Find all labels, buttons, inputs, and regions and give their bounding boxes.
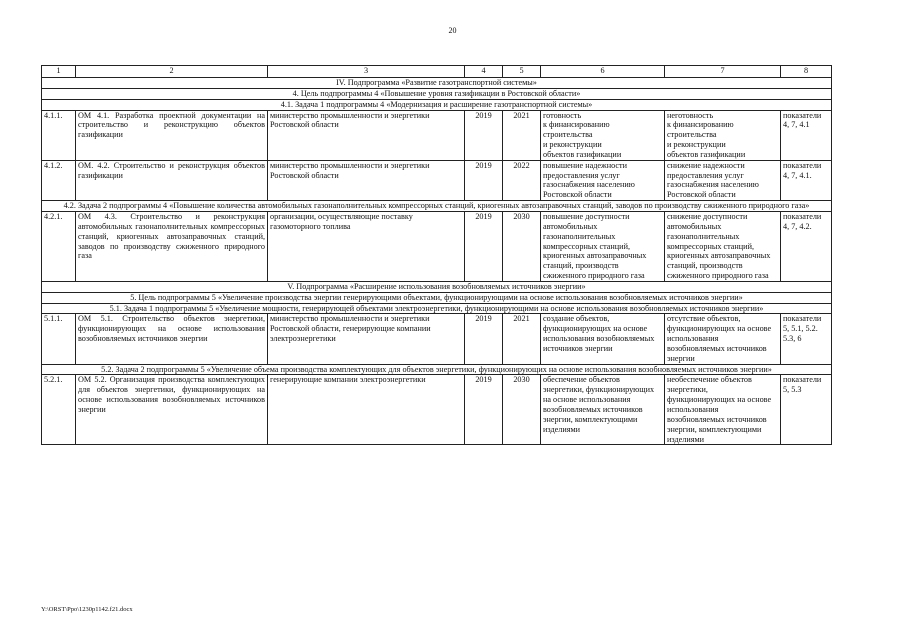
subprogram-goal: 4. Цель подпрограммы 4 «Повышение уровня газификации в Ростовской области»: [42, 88, 832, 99]
page-number: 20: [448, 26, 457, 35]
subprogram-task: 5.2. Задача 2 подпрограммы 5 «Увеличение объема производства комплектующих для объектов энергетики, функционирующих на основе использования возобновляемых источников энергии»: [42, 364, 832, 375]
start-year: 2019: [465, 375, 503, 445]
indicator-link: показатели 5, 5.1, 5.2. 5.3, 6: [781, 314, 832, 364]
column-number: 7: [665, 66, 781, 78]
table-row: [42, 314, 832, 364]
start-year: 2019: [465, 211, 503, 281]
end-year: 2021: [503, 314, 541, 364]
measure-executor: министерство промышленности и энергетики Ростовской области: [268, 160, 465, 200]
end-year: 2022: [503, 160, 541, 200]
row-number: 4.1.1.: [42, 110, 76, 160]
end-year: 2030: [503, 375, 541, 445]
row-number: 4.1.2.: [42, 160, 76, 200]
row-number: 4.2.1.: [42, 211, 76, 281]
subprogram-task: 4.2. Задача 2 подпрограммы 4 «Повышение количества автомобильных газонаполнительных компрессорных станций, криогенных автозаправочных станций, заводов по производству сжиженного природного газа»: [42, 201, 832, 212]
expected-result: готовность к финансированию строительства и реконструкции объектов газификации: [541, 110, 665, 160]
measure-executor: министерство промышленности и энергетики Ростовской области, генерирующие компании электроэнергетики: [268, 314, 465, 364]
indicator-link: показатели 4, 7, 4.1: [781, 110, 832, 160]
column-number: 3: [268, 66, 465, 78]
expected-result: повышение доступности автомобильных газонаполнительных компрессорных станций, криогенных автозаправочных станций, производств сжиженного природного газа: [541, 211, 665, 281]
subprogram-task: 4.1. Задача 1 подпрограммы 4 «Модернизация и расширение газотранспортной системы»: [42, 99, 832, 110]
measure-name: ОМ 5.2. Организация производства комплектующих для объектов энергетики, функционирующих на основе использования возобновляемых источников энергии: [76, 375, 268, 445]
subprogram-goal: 5. Цель подпрограммы 5 «Увеличение производства энергии генерирующими объектами, функционирующими на основе использования возобновляемых источников энергии»: [42, 292, 832, 303]
table-row: [42, 110, 832, 160]
subprogram-task: 5.1. Задача 1 подпрограммы 5 «Увеличение мощности, генерирующей объектами электроэнергетики, функционирующими на основе использования возобновляемых источников энергии»: [42, 303, 832, 314]
column-number: 1: [42, 66, 76, 78]
measure-executor: организации, осуществляющие поставку газомоторного топлива: [268, 211, 465, 281]
non-implementation-consequence: неготовность к финансированию строительства и реконструкции объектов газификации: [665, 110, 781, 160]
end-year: 2030: [503, 211, 541, 281]
indicator-link: показатели 5, 5.3: [781, 375, 832, 445]
start-year: 2019: [465, 314, 503, 364]
column-number: 4: [465, 66, 503, 78]
table-row: [42, 211, 832, 281]
column-numbers-row: [42, 66, 832, 78]
column-number: 5: [503, 66, 541, 78]
measure-executor: генерирующие компании электроэнергетики: [268, 375, 465, 445]
expected-result: повышение надежности предоставления услуг газоснабжения населению Ростовской области: [541, 160, 665, 200]
start-year: 2019: [465, 160, 503, 200]
subprogram-title: IV. Подпрограмма «Развитие газотранспортной системы»: [42, 78, 832, 89]
column-number: 8: [781, 66, 832, 78]
table-row: [42, 375, 832, 445]
file-path-footer: Y:\ORST\Ppo\1230p1142.f21.docx: [41, 606, 133, 613]
measure-name: ОМ 4.3. Строительство и реконструкция автомобильных газонаполнительных компрессорных станций, криогенных автозаправочных станций, заводов по производству сжиженного природного газа: [76, 211, 268, 281]
indicator-link: показатели 4, 7, 4.1.: [781, 160, 832, 200]
expected-result: обеспечение объектов энергетики, функционирующих на основе использования возобновляемых источников энергии, комплектующими изделиями: [541, 375, 665, 445]
measure-name: ОМ 4.1. Разработка проектной документации на строительство и реконструкцию объектов газификации: [76, 110, 268, 160]
measure-name: ОМ 5.1. Строительство объектов энергетики, функционирующих на основе использования возобновляемых источников энергии: [76, 314, 268, 364]
measure-name: ОМ. 4.2. Строительство и реконструкция объектов газификации: [76, 160, 268, 200]
indicator-link: показатели 4, 7, 4.2.: [781, 211, 832, 281]
column-number: 2: [76, 66, 268, 78]
end-year: 2021: [503, 110, 541, 160]
start-year: 2019: [465, 110, 503, 160]
measure-executor: министерство промышленности и энергетики Ростовской области: [268, 110, 465, 160]
non-implementation-consequence: снижение доступности автомобильных газонаполнительных компрессорных станций, криогенных автозаправочных станций, производств сжиженного природного газа: [665, 211, 781, 281]
row-number: 5.1.1.: [42, 314, 76, 364]
row-number: 5.2.1.: [42, 375, 76, 445]
column-number: 6: [541, 66, 665, 78]
non-implementation-consequence: снижение надежности предоставления услуг газоснабжения населению Ростовской области: [665, 160, 781, 200]
table-row: [42, 160, 832, 200]
non-implementation-consequence: отсутствие объектов, функционирующих на основе использования возобновляемых источников энергии: [665, 314, 781, 364]
measures-table: [41, 65, 832, 445]
expected-result: создание объектов, функционирующих на основе использования возобновляемых источников энергии: [541, 314, 665, 364]
subprogram-title: V. Подпрограмма «Расширение использования возобновляемых источников энергии»: [42, 281, 832, 292]
non-implementation-consequence: необеспечение объектов энергетики, функционирующих на основе использования возобновляемых источников энергии, комплектующими изделиями: [665, 375, 781, 445]
